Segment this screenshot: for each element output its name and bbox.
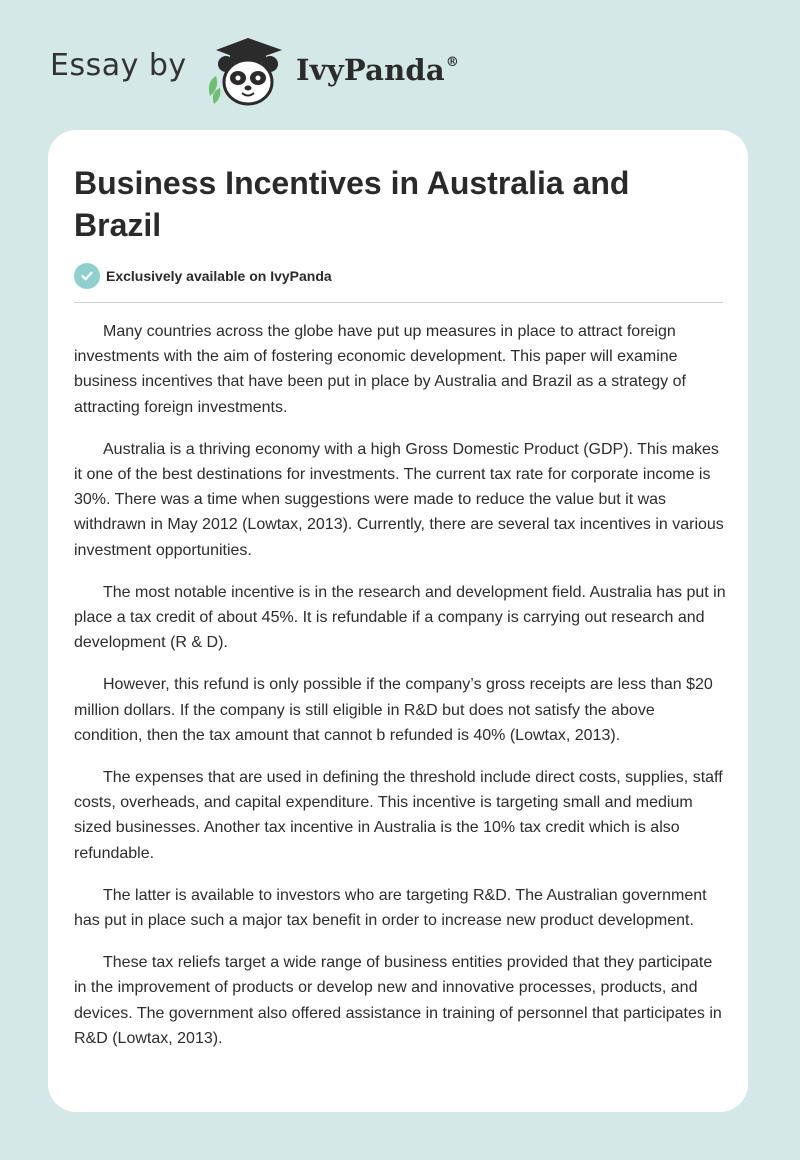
paragraph: However, this refund is only possible if the company’s gross receipts are less than $20 million dollars. If the company is still eligible in R&D but does not satisfy the above condition, then the tax amount that cannot b refunded is 40% (Lowtax, 2013). [74,676,713,744]
brand-name: IvyPanda [296,53,445,87]
paragraph: The latter is available to investors who are targeting R&D. The Australian government has put in place such a major tax benefit in order to increase new product development. [74,886,707,930]
panda-graduate-icon [200,36,292,110]
exclusive-badge [74,263,332,289]
check-circle-icon [74,263,100,289]
brand-logo-text [296,53,459,87]
exclusive-badge-label: Exclusively available on IvyPanda [106,268,332,284]
essay-by-label: Essay by [50,48,187,83]
paragraph: Australia is a thriving economy with a high Gross Domestic Product (GDP). This makes it one of the best destinations for investments. The current tax rate for corporate income is 30%. There was a time when suggestions were made to reduce the value but it was withdrawn in May 2012 (Lowtax, 2013). Currently, there are several tax incentives in various investment opportunities. [74,440,724,559]
paragraph: The expenses that are used in defining the threshold include direct costs, supplies, staff costs, overheads, and capital expenditure. This incentive is targeting small and medium sized businesses. Another tax incentive in Australia is the 10% tax credit which is also refundable. [74,769,723,862]
site-header [0,0,800,130]
article-body [74,319,726,1068]
paragraph: Many countries across the globe have put up measures in place to attract foreign investments with the aim of fostering economic development. This paper will examine business incentives that have been put in place by Australia and Brazil as a strategy of attracting foreign investments. [74,323,686,416]
registered-mark: ® [445,55,460,70]
article-card [48,130,748,1112]
divider [74,302,723,303]
paragraph: The most notable incentive is in the research and development field. Australia has put in place a tax credit of about 45%. It is refundable if a company is carrying out research and development (R & D). [74,583,726,652]
article-title: Business Incentives in Australia and Brazil [74,165,630,243]
paragraph: These tax reliefs target a wide range of business entities provided that they participate in the improvement of products or develop new and innovative processes, products, and devices. The government also offered assistance in training of personnel that participates in R&D (Lowtax, 2013). [74,954,722,1047]
